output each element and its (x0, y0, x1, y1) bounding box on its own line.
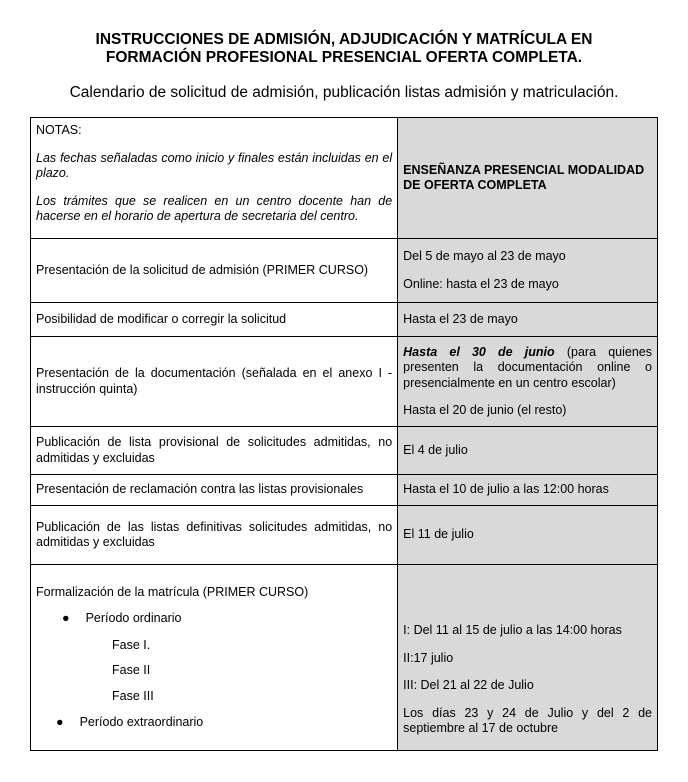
bullet-icon: ● (62, 611, 70, 625)
row-label: Publicación de lista provisional de solicitudes admitidas, no admitidas y excluidas (31, 427, 398, 475)
phase-3-value: III: Del 21 al 22 de Julio (403, 678, 534, 692)
period-ordinario-label: Período ordinario (85, 611, 182, 625)
row-label: Publicación de las listas definitivas solicitudes admitidas, no admitidas y excluidas (31, 506, 398, 565)
phase-2-value: II:17 julio (403, 650, 454, 665)
note-dates: Las fechas señaladas como inicio y finales están incluidas en el plazo. (36, 150, 393, 180)
row-label: Formalización de la matrícula (PRIMER CURSO) (36, 584, 309, 599)
matricula-label-cell (31, 565, 398, 751)
table-row-reclamacion (31, 475, 658, 506)
bullet-icon: ● (56, 715, 64, 729)
table-row-definitivas (31, 506, 658, 565)
title-line-1: INSTRUCCIONES DE ADMISIÓN, ADJUDICACIÓN Y MATRÍCULA EN (95, 31, 593, 48)
table-row-documentacion (31, 337, 658, 427)
deadline-detail: (para quienes presenten la documentación online o presencialmente en un centro escolar) (403, 344, 652, 390)
row-label: Presentación de la documentación (señalada en el anexo I - instrucción quinta) (31, 337, 398, 427)
row-value (403, 345, 652, 392)
phase-1: Fase I. (112, 637, 151, 652)
row-label: Presentación de la solicitud de admisión (PRIMER CURSO) (31, 239, 398, 303)
row-value: Hasta el 20 de junio (el resto) (403, 403, 567, 417)
row-value: El 11 de julio (398, 506, 658, 565)
row-value: Hasta el 10 de julio a las 12:00 horas (398, 475, 658, 506)
column-header-cell (398, 118, 658, 239)
row-value: Online: hasta el 23 de mayo (403, 276, 559, 291)
deadline-emphasis: Hasta el 30 de junio (403, 344, 555, 359)
notes-heading: NOTAS: (36, 123, 82, 137)
period-ordinario (36, 611, 392, 627)
row-label: Posibilidad de modificar o corregir la solicitud (31, 303, 398, 337)
document-subtitle: Calendario de solicitud de admisión, publicación listas admisión y matriculación. (69, 84, 619, 101)
period-extraordinario-label: Período extraordinario (79, 715, 204, 729)
period-extraordinario (36, 715, 392, 731)
column-header: ENSEÑANZA PRESENCIAL MODALIDAD DE OFERTA COMPLETA (403, 162, 645, 192)
note-hours: Los trámites que se realicen en un centro docente han de hacerse en el horario de apertura de secretaria del centro. (36, 193, 393, 223)
row-value: Del 5 de mayo al 23 de mayo (403, 249, 566, 263)
row-label: Presentación de reclamación contra las listas provisionales (31, 475, 398, 506)
row-value: El 4 de julio (398, 427, 658, 475)
table-row-notes (31, 118, 658, 239)
table-row-matricula (31, 565, 658, 751)
row-value-cell (398, 337, 658, 427)
document-title (0, 31, 688, 67)
phase-2: Fase II (112, 663, 151, 677)
extraordinario-value: Los días 23 y 24 de Julio y del 2 de septiembre al 17 de octubre (403, 705, 652, 735)
table-row-modificar (31, 303, 658, 337)
row-value: Hasta el 23 de mayo (398, 303, 658, 337)
table-row-provisional (31, 427, 658, 475)
phase-1-value: I: Del 11 al 15 de julio a las 14:00 horas (403, 623, 622, 637)
phase-3: Fase III (112, 688, 154, 703)
matricula-value-cell (398, 565, 658, 751)
notes-cell (31, 118, 398, 239)
row-value-cell (398, 239, 658, 303)
calendar-table (30, 117, 658, 751)
table-row-solicitud (31, 239, 658, 303)
title-line-2: FORMACIÓN PROFESIONAL PRESENCIAL OFERTA COMPLETA. (105, 49, 583, 66)
